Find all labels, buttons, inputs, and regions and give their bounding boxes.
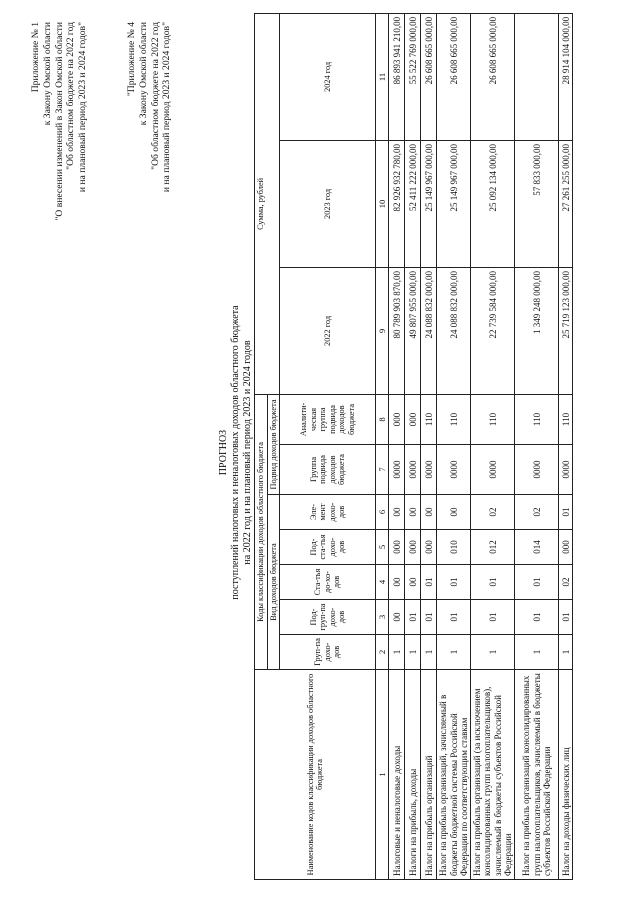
cell-article: 01 xyxy=(515,565,559,600)
appendix-4-line: "Приложение № 4 xyxy=(126,22,137,97)
cell-analytic: 110 xyxy=(515,394,559,444)
cell-group: 1 xyxy=(515,635,559,670)
cell-subarticle: 000 xyxy=(405,530,421,565)
cell-y2022: 1 349 248 000,00 xyxy=(515,267,559,394)
revenue-forecast-table xyxy=(254,13,573,880)
cell-subgroup: 00 xyxy=(389,600,405,635)
cell-element: 00 xyxy=(437,495,471,530)
cell-element: 00 xyxy=(389,495,405,530)
column-number: 11 xyxy=(376,13,389,140)
appendix-4-line: и на плановый период 2023 и 2024 годов" xyxy=(161,22,173,193)
cell-subgroup-group: 0000 xyxy=(471,445,515,495)
cell-subgroup: 01 xyxy=(437,600,471,635)
cell-article: 01 xyxy=(421,565,437,600)
cell-y2023: 82 926 932 780,00 xyxy=(389,140,405,267)
cell-analytic: 000 xyxy=(405,394,421,444)
cell-analytic: 000 xyxy=(389,394,405,444)
appendix-1-line: Приложение № 1 xyxy=(30,22,41,93)
cell-element: 00 xyxy=(421,495,437,530)
cell-article: 01 xyxy=(471,565,515,600)
cell-y2023: 25 149 967 000,00 xyxy=(421,140,437,267)
cell-element: 01 xyxy=(559,495,573,530)
table-row xyxy=(559,13,573,879)
header-subgroup-group: Группа подвида доходов бюджета xyxy=(280,445,376,495)
column-number: 7 xyxy=(376,445,389,495)
cell-y2023: 25 092 134 000,00 xyxy=(471,140,515,267)
cell-name: Налог на прибыль организаций (за исключением консолидированных групп налогоплательщиков), зачисляемый в бюджеты субъектов Российской Федерации xyxy=(471,670,515,880)
cell-article: 00 xyxy=(389,565,405,600)
header-subarticle: Под-ста-тья дохо-дов xyxy=(280,530,376,565)
cell-y2023: 27 261 255 000,00 xyxy=(559,140,573,267)
table-row xyxy=(421,13,437,879)
cell-subgroup: 01 xyxy=(421,600,437,635)
table-body xyxy=(389,13,573,879)
appendix-1-line: "О внесении изменений в Закон Омской области xyxy=(53,22,65,221)
cell-subgroup: 01 xyxy=(515,600,559,635)
header-analytic-group: Аналити-ческая группа подвида доходов бюджета xyxy=(280,394,376,444)
cell-group: 1 xyxy=(405,635,421,670)
appendix-4-line: "Об областном бюджете на 2022 год xyxy=(149,22,161,170)
table-row xyxy=(437,13,471,879)
cell-name: Налог на прибыль организаций консолидированных групп налогоплательщиков, зачисляемый в бюджеты субъектов Российской Федерации xyxy=(515,670,559,880)
column-number: 4 xyxy=(376,565,389,600)
cell-article: 02 xyxy=(559,565,573,600)
cell-group: 1 xyxy=(559,635,573,670)
document-subtitle-line-2: на 2022 год и на плановый период 2023 и 2024 годов xyxy=(242,340,253,565)
cell-y2022: 80 789 903 870,00 xyxy=(389,267,405,394)
cell-analytic: 110 xyxy=(559,394,573,444)
cell-name: Налог на доходы физических лиц xyxy=(559,670,573,880)
cell-y2024 xyxy=(515,13,559,140)
cell-y2024: 26 608 665 000,00 xyxy=(421,13,437,140)
cell-subgroup-group: 0000 xyxy=(405,445,421,495)
appendix-1-block xyxy=(30,22,89,220)
column-number: 10 xyxy=(376,140,389,267)
header-subgroup: Под-груп-па дохо-дов xyxy=(280,600,376,635)
appendix-1-line: "Об областном бюджете на 2022 год xyxy=(65,22,77,170)
header-group: Груп-па дохо-дов xyxy=(280,635,376,670)
cell-y2024: 28 914 104 000,00 xyxy=(559,13,573,140)
cell-subgroup-group: 0000 xyxy=(389,445,405,495)
cell-subgroup: 01 xyxy=(559,600,573,635)
cell-group: 1 xyxy=(421,635,437,670)
column-number: 9 xyxy=(376,267,389,394)
cell-analytic: 110 xyxy=(471,394,515,444)
cell-name: Налоговые и неналоговые доходы xyxy=(389,670,405,880)
cell-subgroup-group: 0000 xyxy=(559,445,573,495)
cell-subarticle: 012 xyxy=(471,530,515,565)
cell-name: Налог на прибыль организаций, зачисляемый в бюджеты бюджетной системы Российской Федерации по соответствующим ставкам xyxy=(437,670,471,880)
cell-subarticle: 014 xyxy=(515,530,559,565)
header-article: Ста-тья до-хо-дов xyxy=(280,565,376,600)
cell-group: 1 xyxy=(389,635,405,670)
cell-subarticle: 000 xyxy=(389,530,405,565)
header-year-2022: 2022 год xyxy=(280,267,376,394)
column-number: 1 xyxy=(376,670,389,880)
header-codes: Коды классификации доходов областного бюджета xyxy=(255,394,268,669)
cell-y2022: 24 088 832 000,00 xyxy=(421,267,437,394)
table-row xyxy=(471,13,515,879)
header-sum: Сумма, рублей xyxy=(255,13,280,394)
document-title: ПРОГНОЗ xyxy=(218,429,229,476)
column-number: 5 xyxy=(376,530,389,565)
cell-y2022: 49 807 955 000,00 xyxy=(405,267,421,394)
column-number: 3 xyxy=(376,600,389,635)
header-element: Эле-мент дохо-дов xyxy=(280,495,376,530)
cell-subarticle: 010 xyxy=(437,530,471,565)
cell-element: 02 xyxy=(471,495,515,530)
table-row xyxy=(515,13,559,879)
appendix-4-line: к Закону Омской области xyxy=(137,22,149,126)
cell-name: Налоги на прибыль, доходы xyxy=(405,670,421,880)
cell-subgroup: 01 xyxy=(405,600,421,635)
header-name: Наименование кодов классификации доходов областного бюджета xyxy=(255,670,376,880)
cell-subgroup-group: 0000 xyxy=(515,445,559,495)
column-number: 8 xyxy=(376,394,389,444)
cell-y2024: 26 608 665 000,00 xyxy=(437,13,471,140)
cell-element: 02 xyxy=(515,495,559,530)
cell-y2023: 52 411 222 000,00 xyxy=(405,140,421,267)
cell-subgroup-group: 0000 xyxy=(421,445,437,495)
cell-y2023: 57 833 000,00 xyxy=(515,140,559,267)
cell-y2024: 55 522 769 000,00 xyxy=(405,13,421,140)
cell-analytic: 110 xyxy=(421,394,437,444)
cell-y2022: 25 719 123 000,00 xyxy=(559,267,573,394)
cell-article: 00 xyxy=(405,565,421,600)
cell-y2022: 22 739 584 000,00 xyxy=(471,267,515,394)
cell-subarticle: 000 xyxy=(421,530,437,565)
document-subtitle-line-1: поступлений налоговых и неналоговых доходов областного бюджета xyxy=(230,305,241,600)
column-number: 6 xyxy=(376,495,389,530)
cell-element: 00 xyxy=(405,495,421,530)
cell-group: 1 xyxy=(471,635,515,670)
header-subkind: Подвид доходов бюджета xyxy=(267,394,280,494)
column-number: 2 xyxy=(376,635,389,670)
cell-subgroup-group: 0000 xyxy=(437,445,471,495)
cell-group: 1 xyxy=(437,635,471,670)
cell-article: 01 xyxy=(437,565,471,600)
table-row xyxy=(405,13,421,879)
appendix-4-block xyxy=(126,22,173,192)
cell-analytic: 110 xyxy=(437,394,471,444)
appendix-1-line: и на плановый период 2023 и 2024 годов" xyxy=(77,22,89,193)
cell-subgroup: 01 xyxy=(471,600,515,635)
table-row xyxy=(389,13,405,879)
cell-y2023: 25 149 967 000,00 xyxy=(437,140,471,267)
cell-y2022: 24 088 832 000,00 xyxy=(437,267,471,394)
header-year-2023: 2023 год xyxy=(280,140,376,267)
cell-y2024: 86 893 941 210,00 xyxy=(389,13,405,140)
appendix-1-line: к Закону Омской области xyxy=(41,22,53,126)
cell-y2024: 26 608 665 000,00 xyxy=(471,13,515,140)
header-kind: Вид доходов бюджета xyxy=(267,495,280,670)
cell-subarticle: 000 xyxy=(559,530,573,565)
document-title-block xyxy=(218,0,254,905)
column-numbers-row xyxy=(376,13,389,879)
header-year-2024: 2024 год xyxy=(280,13,376,140)
cell-name: Налог на прибыль организаций xyxy=(421,670,437,880)
